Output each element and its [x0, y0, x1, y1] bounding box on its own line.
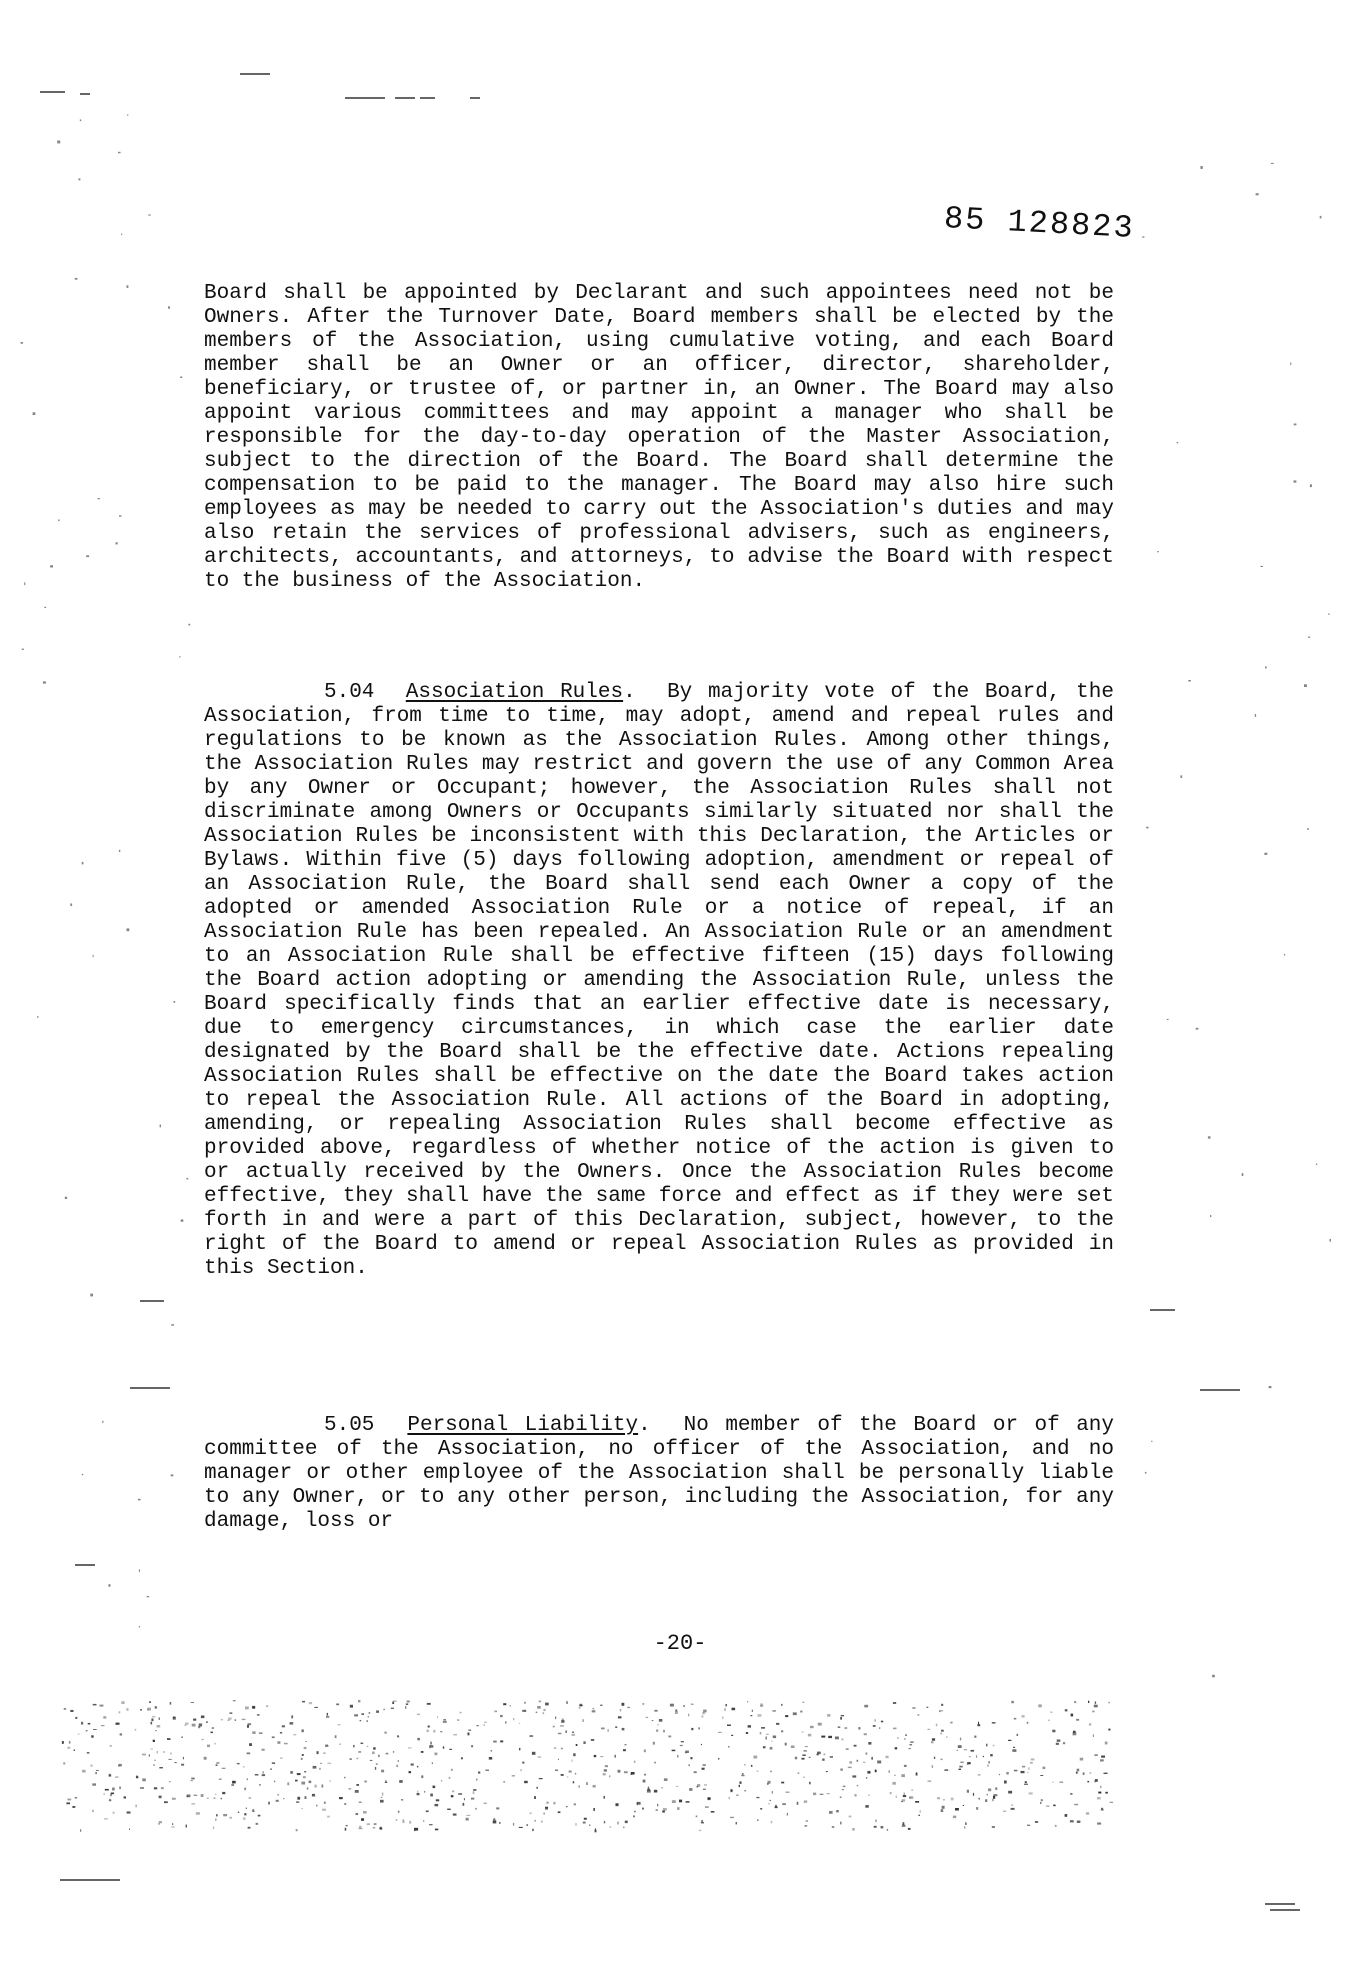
section-title: Personal Liability: [407, 1414, 639, 1437]
section-number: 5.05: [324, 1414, 375, 1437]
section-title: Association Rules: [405, 681, 624, 704]
section-number: 5.04: [324, 681, 375, 704]
section-5-04: 5.04 Association Rules. By majority vote of the Board, the Association, from time to time, may adopt, amend and repeal rules and regulations to be known as the Association Rules. Among other things, the Association Rules may restrict and govern the use of any Common Area by any Owner or Occupant; however, the Association Rules shall not discriminate among Owners or Occupants similarly situated nor shall the Association Rules be inconsistent with this Declaration, the Articles or Bylaws. Within five (5) days following adoption, amendment or repeal of an Association Rule, the Board shall send each Owner a copy of the adopted or amended Association Rule or a notice of repeal, if an Association Rule has been repealed. An Association Rule or an amendment to an Association Rule shall be effective fifteen (15) days following the Board action adopting or amending the Association Rule, unless the Board specifically finds that an earlier effective date is necessary, due to emergency circumstances, in which case the earlier date designated by the Board shall be the effective date. Actions repealing Association Rules shall be effective on the date the Board takes action to repeal the Association Rule. All actions of the Board in adopting, amending, or repealing Association Rules shall become effective as provided above, regardless of whether notice of the action is given to or actually received by the Owners. Once the Association Rules become effective, they shall have the same force and effect as if they were set forth in and were a part of this Declaration, subject, however, to the right of the Board to amend or repeal Association Rules as provided in this Section.: [204, 681, 1114, 1280]
section-body: By majority vote of the Board, the Association, from time to time, may adopt, amend and repeal rules and regulations to be known as the Association Rules. Among other things, the Association Rules may restrict and govern the use of any Common Area by any Owner or Occupant; however, the Association Rules shall not discriminate among Owners or Occupants similarly situated nor shall the Association Rules be inconsistent with this Declaration, the Articles or Bylaws. Within five (5) days following adoption, amendment or repeal of an Association Rule, the Board shall send each Owner a copy of the adopted or amended Association Rule or a notice of repeal, if an Association Rule has been repealed. An Association Rule or an amendment to an Association Rule shall be effective fifteen (15) days following the Board action adopting or amending the Association Rule, unless the Board specifically finds that an earlier effective date is necessary, due to emergency circumstances, in which case the earlier date designated by the Board shall be the effective date. Actions repealing Association Rules shall be effective on the date the Board takes action to repeal the Association Rule. All actions of the Board in adopting, amending, or repealing Association Rules shall become effective as provided above, regardless of whether notice of the action is given to or actually received by the Owners. Once the Association Rules become effective, they shall have the same force and effect as if they were set forth in and were a part of this Declaration, subject, however, to the right of the Board to amend or repeal Association Rules as provided in this Section.: [204, 681, 1114, 1280]
paragraph-board-appointment: Board shall be appointed by Declarant and such appointees need not be Owners. After the Turnover Date, Board members shall be elected by the members of the Association, using cumulative voting, and each Board member shall be an Owner or an officer, director, shareholder, beneficiary, or trustee of, or partner in, an Owner. The Board may also appoint various committees and may appoint a manager who shall be responsible for the day-to-day operation of the Master Association, subject to the direction of the Board. The Board shall determine the compensation to be paid to the manager. The Board may also hire such employees as may be needed to carry out the Association's duties and may also retain the services of professional advisers, such as engineers, architects, accountants, and attorneys, to advise the Board with respect to the business of the Association.: [204, 282, 1114, 593]
section-5-05: 5.05 Personal Liability. No member of the Board or of any committee of the Association, no officer of the Association, and no manager or other employee of the Association shall be personally liable to any Owner, or to any other person, including the Association, for any damage, loss or: [204, 1414, 1114, 1533]
section-body: No member of the Board or of any committee of the Association, no officer of the Association, and no manager or other employee of the Association shall be personally liable to any Owner, or to any other person, including the Association, for any damage, loss or: [204, 1414, 1114, 1533]
document-number: 85 128823: [943, 200, 1136, 247]
page-number: -20-: [653, 1631, 707, 1656]
